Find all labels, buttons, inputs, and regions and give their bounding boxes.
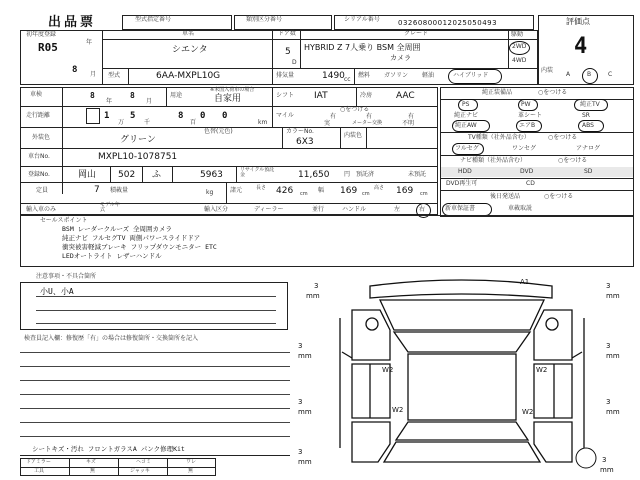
displacement-value: 1490 [322,71,345,81]
ac-label: 冷房 [360,92,373,99]
recycle-value: 11,650 [298,170,330,180]
tv-analog: アナログ [576,145,601,152]
mile-opt-mark-2: 有 [366,113,373,120]
chassis-label: 車台No. [28,153,50,160]
label-3-c: 3 [298,342,303,350]
mile-opt-mark-1: 有 [330,113,337,120]
capacity-value: 7 [94,185,100,195]
left-rear-fender [352,422,390,462]
equip-navi: 純正ナビ [454,112,479,119]
reg-label: 登録No. [28,171,50,178]
label-3-f: 3 [606,398,611,406]
grade-col-label: グレード [404,30,429,37]
mileage-d4: 0 [200,111,206,121]
mile-check: ○をつける [340,106,370,113]
label-mm-d: mm [606,352,620,360]
roof-shape [408,354,516,420]
after-check: ○をつける [544,193,574,200]
label-mm-a: mm [306,292,320,300]
mileage-unit-man: 万 [118,119,125,126]
navi-sd: SD [584,168,593,175]
legend-dent: ヘコミ [136,459,152,465]
doors-value: 5 [285,47,291,57]
equip-airbag: エアB [519,122,536,129]
mileage-d5: 0 [222,111,228,121]
color-label: 外装色 [32,134,51,141]
shift-value: IAT [314,91,328,101]
doors-sub: D [292,59,297,66]
car-damage-diagram [290,268,634,476]
label-3-g: 3 [298,448,303,456]
displacement-unit: cc [344,76,351,83]
legend-tools: 工具 [34,468,45,474]
legend-jack-none: 無 [188,468,194,474]
fuel-label: 燃料 [358,72,371,79]
mile-opt-1: 実 [324,120,331,127]
shaken-unit-y: 年 [106,98,113,105]
mile-opt-2: メーター交換 [352,120,383,126]
tv-fullseg: フルセグ [455,145,479,152]
right-front-wheel-mark [546,318,558,330]
label-w2-2: W2 [536,366,548,374]
use-value: 自家用 [214,94,242,104]
shaken-month: 8 [130,91,135,100]
label-mm-g: mm [298,458,312,466]
color-no-label: カラーNo. [286,128,314,135]
bottom-notes: シートキズ・汚れ フロントガラスA パンク修理Kit [32,445,185,453]
legend-crack: ワレ [186,459,197,465]
handle-opt3: 右 [419,206,426,213]
label-a1: A1 [520,278,530,286]
handle-opt1: 並行 [312,206,325,213]
equip-pw: PW [521,101,531,108]
length-label: 長さ [256,185,267,191]
navi-hdd: HDD [458,168,472,175]
height-value: 169 [396,186,414,196]
label-3-d: 3 [606,342,611,350]
serial-number: 03260800012025050493 [398,19,498,27]
recycle-label: リサイクル預託金 [240,167,275,178]
use-label: 用途 [170,92,183,99]
color-no-value: 6X3 [296,137,314,147]
load-label: 積載量 [110,187,129,194]
capacity-label: 定員 [36,187,49,194]
interior-b: B [587,71,592,78]
tv-title: TV種類（社外品含む） [468,134,530,141]
use-note: ※米国入荷車の場合 [210,87,255,93]
navi-check: ○をつける [558,157,588,164]
label-w2-1: W2 [382,366,394,374]
name-label: 車名 [182,30,195,37]
shaken-unit-m: 月 [146,98,153,105]
after-manual: 車載取説 [508,205,533,212]
length-value: 426 [276,186,294,196]
chassis-value: MXPL10-1078751 [98,152,178,162]
import-type: ディーラー [254,206,284,213]
grade-name2: カメラ [390,54,411,62]
interior-label: 内装 [541,67,554,74]
bottom-right-circle [576,448,596,468]
drive-label: 駆動 [511,31,524,38]
height-unit: cm [420,191,428,197]
grade-value: 4 [574,34,588,59]
label-w2-3: W2 [392,406,404,414]
fuel-opt-hybrid: ハイブリッド [453,72,489,79]
drive-2wd: 2WD [512,43,527,50]
label-mm-e: mm [298,408,312,416]
after-title: 後日発送品 [490,193,521,200]
equip-leather: 革シート [518,112,543,119]
first-reg-month: 8 [72,65,78,75]
equip-aw: 純正AW [455,122,477,129]
navi-title: ナビ種類（社外品含む） [460,157,527,164]
import-label: 輸入車のみ [26,206,57,213]
notes-text: 小U、小A [40,287,74,296]
reg-kana: ふ [152,170,162,180]
load-unit: kg [206,189,214,196]
sales-line-4: LEDオートライト レザーハンドル [62,252,162,260]
label-mm-b: mm [606,292,620,300]
serial-label: シリアル番号 [344,16,380,23]
label-3-h: 3 [602,456,607,464]
label-w2-4: W2 [522,408,534,416]
color-value: グリーン [120,135,156,145]
recycle-status: 預託済 [356,171,375,178]
label-3-e: 3 [298,398,303,406]
grade-label: 評価点 [566,17,590,26]
legend-mirror: ドアミラー [26,459,51,465]
label-3-b: 3 [606,282,611,290]
right-rear-fender [534,422,572,462]
drive-4wd: 4WD [512,57,527,64]
cd-label: CD [526,180,535,187]
fuel-opt-diesel: 軽油 [422,72,435,79]
width-unit: cm [362,191,370,197]
shaken-year: 8 [90,91,95,100]
left-front-wheel-mark [366,318,378,330]
mile-opt-3: 不明 [402,120,415,127]
mileage-d1: 1 [104,111,110,121]
label-3-a: 3 [314,282,319,290]
notes-title: 注意事項・不具合箇所 [36,273,97,280]
height-label: 高さ [374,185,385,191]
mile-opt-mark-3: 有 [408,113,415,120]
equip-tv: 純正TV [580,101,600,108]
after-warranty: 新車保証書 [445,205,476,212]
handle-label: ハンドル [342,206,367,213]
shaken-label: 車検 [30,91,43,98]
recycle-unit: 円 [344,171,351,178]
model-year-label: モデル年式 [100,202,120,213]
interior-color-label: 内装色 [344,132,363,139]
mileage-unit-sen: 千 [144,119,151,126]
model-label: 型式 [108,72,121,79]
hood-shape [380,300,544,330]
mileage-digit-box [86,108,100,124]
reg-class: 502 [118,170,136,180]
equip-abs: ABS [582,122,594,129]
mile-label: マイル [276,112,294,119]
doors-label: ドア数 [278,30,296,37]
mileage-d3: 8 [178,111,184,121]
year-unit: 年 [86,39,93,46]
model-value: 6AA-MXPL10G [156,71,221,81]
width-value: 169 [340,186,358,196]
legend-scratch: キズ [86,459,96,465]
trunk-shape [384,442,540,462]
import-type-label: 輸入区分 [204,206,229,213]
equip-sr: SR [582,112,590,119]
vehicle-name: シエンタ [172,45,208,55]
legend-jack: ジャッキ [130,468,150,474]
month-unit: 月 [90,71,97,78]
recycle-status2: 未預託 [408,171,427,178]
equip-ps: PS [462,101,470,108]
dims-label: 諸元 [230,187,243,194]
equipment-check: ○をつける [538,89,568,96]
mileage-unit-hyaku: 百 [190,119,197,126]
rear-window-shape [396,422,528,440]
width-label: 幅 [318,187,325,194]
interior-a: A [566,71,571,78]
tv-check: ○をつける [548,134,578,141]
first-reg-label: 初年度登録 [26,31,57,38]
ac-value: AAC [396,91,415,101]
interior-c: C [608,71,613,78]
mileage-unit: km [258,119,268,126]
navi-dvd: DVD [520,168,534,175]
grade-name: HYBRID Z 7人乗り BSM 全周囲 [304,43,421,52]
dvd-play-label: DVD再生可 [446,180,478,187]
length-unit: cm [300,191,308,197]
category-label: 類別区分番号 [246,16,283,23]
page-title: 出品票 [48,15,97,30]
handle-opt2: 左 [394,206,401,213]
tv-oneseg: ワンセグ [512,145,537,152]
sales-line-1: BSM レーダークルーズ 全周囲カメラ [62,225,173,233]
designation-label: 型式指定番号 [135,16,172,23]
equipment-title: 純正装備品 [482,89,513,96]
reg-number: 5963 [200,170,223,180]
shift-label: シフト [276,92,295,99]
mileage-label: 走行距離 [26,112,51,119]
inspector-title: 検査員記入欄：修復歴「有」の場合は修復箇所・交換箇所を記入 [24,335,199,342]
reg-area: 岡山 [78,170,97,180]
fuel-opt-gasoline: ガソリン [384,72,409,79]
label-mm-c: mm [298,352,312,360]
color-change-label: 色替(元色) [204,128,233,135]
first-reg-year: R05 [38,41,58,54]
label-mm-f: mm [606,408,620,416]
displacement-label: 排気量 [276,72,295,79]
sales-line-2: 純正ナビ フルセグTV 両側パワースライドドア [62,234,201,242]
sales-line-3: 衝突被害軽減ブレーキ フリップダウンモニター ETC [62,243,217,251]
sales-title: セールスポイント [40,217,88,224]
windshield-shape [394,332,530,352]
legend-tools-none: 無 [90,468,96,474]
label-mm-h: mm [600,466,614,474]
mileage-d2: 5 [130,111,136,121]
